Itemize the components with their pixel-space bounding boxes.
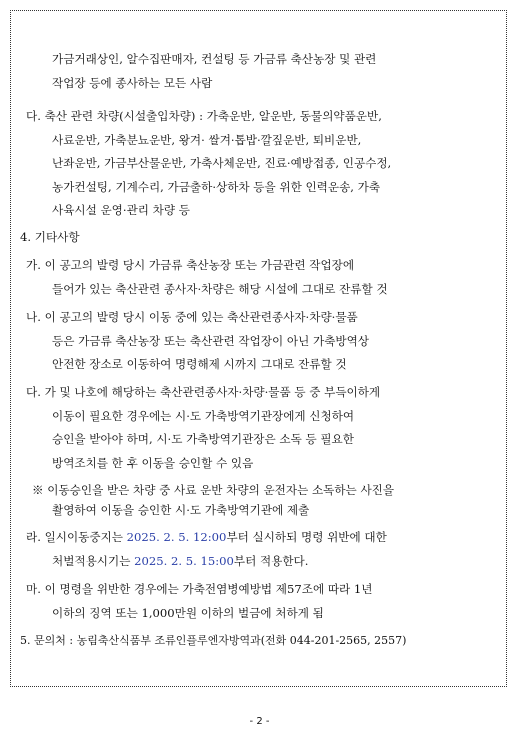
text-line: 안전한 장소로 이동하여 명령해제 시까지 그대로 잔류할 것 xyxy=(52,357,347,371)
text-line: 등은 가금류 축산농장 또는 축산관련 작업장이 아닌 가축방역상 xyxy=(52,334,369,348)
text-line: 다. 가 및 나호에 해당하는 축산관련종사자·차량·물품 등 중 부득이하게 xyxy=(26,385,381,399)
text-line: 이동이 필요한 경우에는 시·도 가축방역기관장에게 신청하여 xyxy=(52,409,355,423)
text-line: 방역조치를 한 후 이동을 승인할 수 있음 xyxy=(52,456,254,470)
date-value: 2025. 2. 5. 15:00 xyxy=(134,554,234,568)
text-line: 마. 이 명령을 위반한 경우에는 가축전염병예방법 제57조에 따라 1년 xyxy=(26,582,373,596)
text-segment: 부터 실시하되 명령 위반에 대한 xyxy=(226,530,387,544)
section-heading: 4. 기타사항 xyxy=(20,230,80,244)
text-line: 작업장 등에 종사하는 모든 사람 xyxy=(52,76,213,90)
text-line: 농가컨설팅, 기계수리, 가금출하·상하차 등을 위한 인력운송, 가축 xyxy=(52,180,381,194)
text-segment: 처벌적용시기는 xyxy=(52,554,135,568)
text-line: 이하의 징역 또는 1,000만원 이하의 벌금에 처하게 됨 xyxy=(52,606,324,620)
page-number: - 2 - xyxy=(249,716,270,727)
text-line: 가금거래상인, 알수집판매자, 컨설팅 등 가금류 축산농장 및 관련 xyxy=(52,52,377,66)
text-line: 난좌운반, 가금부산물운반, 가축사체운반, 진료·예방접종, 인공수정, xyxy=(52,156,392,170)
note-line: 촬영하여 이동을 승인한 시·도 가축방역기관에 제출 xyxy=(52,503,310,517)
note-line: ※ 이동승인을 받은 차량 중 사료 운반 차량의 운전자는 소독하는 사진을 xyxy=(32,483,395,497)
text-segment: 부터 적용한다. xyxy=(233,554,309,568)
text-line: 사육시설 운영·관리 차량 등 xyxy=(52,203,190,217)
text-line: 사료운반, 가축분뇨운반, 왕겨· 쌀겨·톱밥·깔짚운반, 퇴비운반, xyxy=(52,133,362,147)
text-line: 가. 이 공고의 발령 당시 가금류 축산농장 또는 가금관련 작업장에 xyxy=(26,258,355,272)
contact-line: 5. 문의처 : 농림축산식품부 조류인플루엔자방역과(전화 044-201-2565, 2557) xyxy=(20,634,407,647)
text-line: 승인을 받아야 하며, 시·도 가축방역기관장은 소독 등 필요한 xyxy=(52,432,354,446)
text-segment: 라. 일시이동중지는 xyxy=(26,530,127,544)
text-line: 다. 축산 관련 차량(시설출입차량) : 가축운반, 알운반, 동물의약품운반, xyxy=(26,109,382,123)
text-line: 나. 이 공고의 발령 당시 이동 중에 있는 축산관련종사자·차량·물품 xyxy=(26,310,358,324)
date-value: 2025. 2. 5. 12:00 xyxy=(126,530,227,544)
text-line xyxy=(26,530,387,544)
text-line xyxy=(52,554,308,568)
text-line: 들어가 있는 축산관련 종사자·차량은 해당 시설에 그대로 잔류할 것 xyxy=(52,282,388,296)
